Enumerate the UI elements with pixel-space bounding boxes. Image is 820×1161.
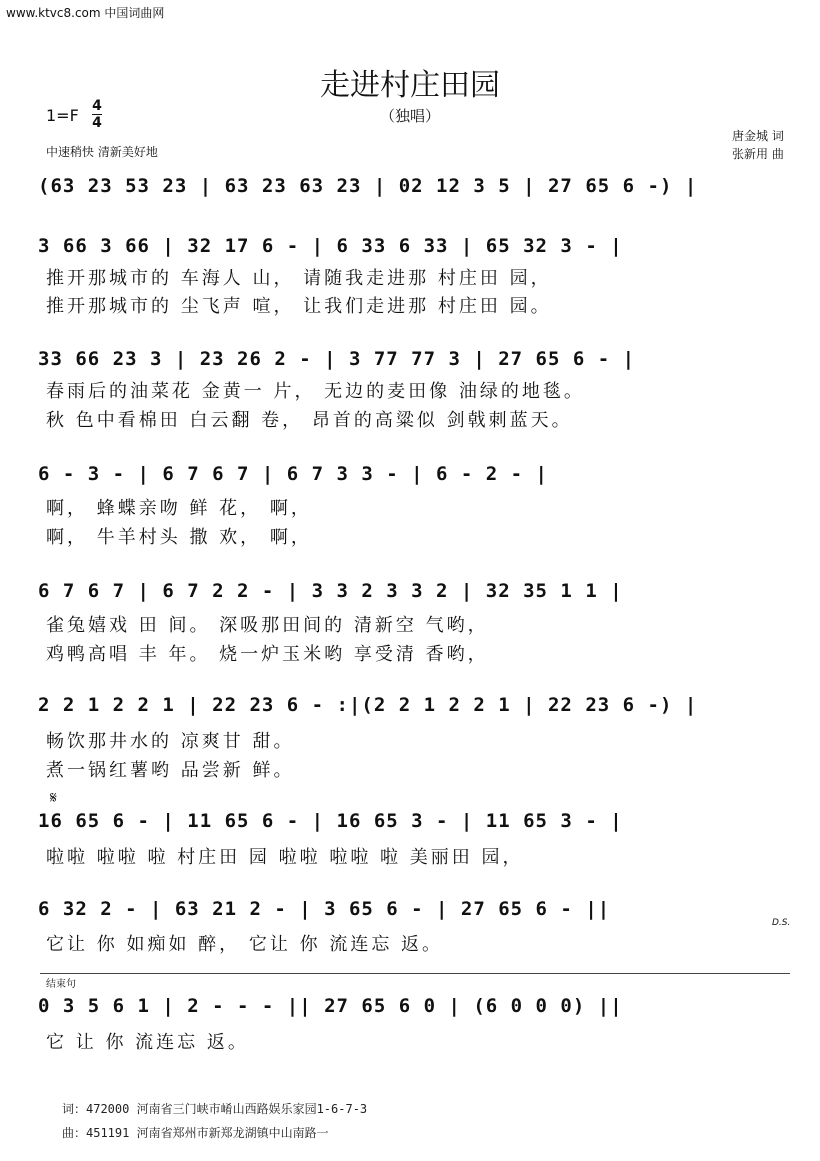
lyric-line-5-1: 雀兔嬉戏 田 间。 深吸那田间的 清新空 气哟， xyxy=(46,615,489,636)
lyric-line-4-1: 啊， 蜂蝶亲吻 鲜 花， 啊， xyxy=(46,498,312,519)
notation-line-8: 6 32 2 - | 63 21 2 - | 3 65 6 - | 27 65 6 - || xyxy=(38,898,611,920)
notation-line-1: (63 23 53 23 | 63 23 63 23 | 02 12 3 5 | 27 65 6 -) | xyxy=(38,175,698,197)
composer-address: 曲：451191 河南省郑州市新郑龙湖镇中山南路一 xyxy=(62,1126,329,1140)
lyric-line-3-1: 春雨后的油菜花 金黄一 片， 无边的麦田像 油绿的地毯。 xyxy=(46,381,585,402)
lyric-line-5-2: 鸡鸭高唱 丰 年。 烧一炉玉米哟 享受清 香哟， xyxy=(46,644,489,665)
tempo-marking: 中速稍快 清新美好地 xyxy=(46,145,158,159)
coda-bracket xyxy=(40,973,790,974)
site-watermark: www.ktvc8.com 中国词曲网 xyxy=(6,6,165,20)
time-signature xyxy=(92,98,102,131)
lyric-line-8-1: 它让 你 如痴如 醉， 它让 你 流连忘 返。 xyxy=(46,934,444,955)
lyric-line-9-1: 它 让 你 流连忘 返。 xyxy=(46,1032,249,1053)
ds-marking: D.S. xyxy=(772,918,791,928)
composer-credit: 张新用 曲 xyxy=(732,147,784,161)
lyric-line-2-2: 推开那城市的 尘飞声 喧， 让我们走进那 村庄田 园。 xyxy=(46,296,552,317)
lyric-line-4-2: 啊， 牛羊村头 撒 欢， 啊， xyxy=(46,527,312,548)
lyric-line-2-1: 推开那城市的 车海人 山， 请随我走进那 村庄田 园， xyxy=(46,268,552,289)
notation-line-6: 2 2 1 2 2 1 | 22 23 6 - :|(2 2 1 2 2 1 | 22 23 6 -) | xyxy=(38,694,698,716)
key-signature: 1=F xyxy=(46,106,79,125)
notation-line-3: 33 66 23 3 | 23 26 2 - | 3 77 77 3 | 27 65 6 - | xyxy=(38,348,636,370)
lyric-line-7-1: 啦啦 啦啦 啦 村庄田 园 啦啦 啦啦 啦 美丽田 园， xyxy=(46,847,524,868)
notation-line-5: 6 7 6 7 | 6 7 2 2 - | 3 3 2 3 3 2 | 32 35 1 1 | xyxy=(38,580,623,602)
meter-bottom: 4 xyxy=(92,115,102,131)
lyric-line-3-2: 秋 色中看棉田 白云翻 卷， 昂首的高粱似 剑戟刺蓝天。 xyxy=(46,410,573,431)
meter-top: 4 xyxy=(92,98,102,114)
segno-sign: 𝄋 xyxy=(50,788,57,807)
lyric-line-6-1: 畅饮那井水的 凉爽甘 甜。 xyxy=(46,731,295,752)
lyricist-credit: 唐金城 词 xyxy=(732,129,784,143)
coda-label: 结束句 xyxy=(46,979,76,990)
notation-line-9: 0 3 5 6 1 | 2 - - - || 27 65 6 0 | (6 0 0 0) || xyxy=(38,995,623,1017)
lyricist-address: 词：472000 河南省三门峡市崤山西路娱乐家园1-6-7-3 xyxy=(62,1102,368,1116)
notation-line-2: 3 66 3 66 | 32 17 6 - | 6 33 6 33 | 65 32 3 - | xyxy=(38,235,623,257)
song-subtitle: （独唱） xyxy=(379,107,440,125)
song-title: 走进村庄田园 xyxy=(320,68,500,103)
lyric-line-6-2: 煮一锅红薯哟 品尝新 鲜。 xyxy=(46,760,295,781)
notation-line-7: 16 65 6 - | 11 65 6 - | 16 65 3 - | 11 65 3 - | xyxy=(38,810,623,832)
notation-line-4: 6 - 3 - | 6 7 6 7 | 6 7 3 3 - | 6 - 2 - | xyxy=(38,463,548,485)
